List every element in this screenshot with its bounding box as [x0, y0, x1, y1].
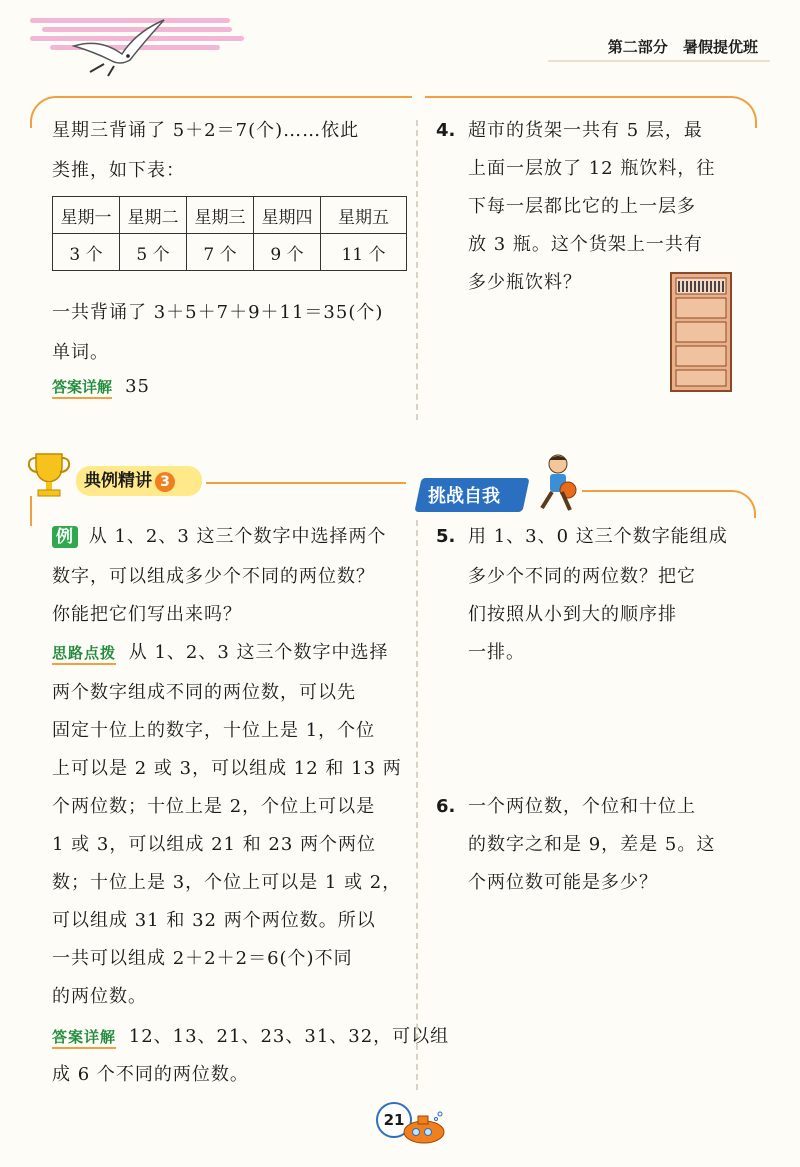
table-header-cell: 星期四 — [254, 197, 321, 234]
table-cell: 11 个 — [321, 234, 407, 271]
header-part: 第二部分 — [607, 38, 668, 56]
example-line-1 — [52, 526, 387, 548]
answer-line: 成 6 个不同的两位数。 — [52, 1064, 249, 1085]
section-rule-right — [582, 490, 756, 518]
section-title — [76, 466, 202, 496]
hint-line: 一共可以组成 2＋2＋2＝6(个)不同 — [52, 948, 353, 969]
answer-text: 12、13、21、23、31、32，可以组 — [128, 1026, 450, 1047]
challenge-title: 挑战自我 — [428, 486, 500, 507]
column-divider-bottom — [416, 520, 418, 1090]
section-number: 3 — [155, 472, 175, 492]
table-cell: 7 个 — [187, 234, 254, 271]
question-4-number: 4. — [436, 120, 456, 141]
question-4-line: 超市的货架一共有 5 层，最 — [468, 120, 703, 141]
hint-line: 数；十位上是 3，个位上可以是 1 或 2， — [52, 872, 402, 893]
example-text: 从 1、2、3 这三个数字中选择两个 — [88, 526, 387, 547]
hint-line-1 — [52, 642, 389, 664]
answer-row-1 — [52, 376, 150, 398]
table-cell: 3 个 — [53, 234, 120, 271]
hint-line: 的两位数。 — [52, 986, 147, 1007]
question-4-line: 多少瓶饮料？ — [468, 272, 582, 293]
intro-line-2: 类推，如下表： — [52, 160, 185, 181]
runner-boy-icon — [528, 452, 584, 514]
question-4-line: 下每一层都比它的上一层多 — [468, 196, 696, 217]
hint-text: 从 1、2、3 这三个数字中选择 — [128, 642, 389, 663]
header-course: 暑假提优班 — [682, 38, 758, 56]
answer-value: 35 — [125, 376, 151, 397]
weekday-table — [52, 196, 407, 271]
question-4-line: 放 3 瓶。这个货架上一共有 — [468, 234, 703, 255]
question-6-line: 个两位数可能是多少？ — [468, 872, 658, 893]
answer-tag: 答案详解 — [52, 378, 112, 399]
hint-line: 固定十位上的数字，十位上是 1，个位 — [52, 720, 376, 741]
question-6-number: 6. — [436, 796, 456, 817]
hint-line: 上可以是 2 或 3，可以组成 12 和 13 两 — [52, 758, 402, 779]
table-header-cell: 星期五 — [321, 197, 407, 234]
table-cell: 5 个 — [120, 234, 187, 271]
table-header-cell: 星期一 — [53, 197, 120, 234]
sum-line-1: 一共背诵了 3＋5＋7＋9＋11＝35(个) — [52, 302, 384, 323]
answer-tag: 答案详解 — [52, 1028, 116, 1049]
question-5-line: 用 1、3、0 这三个数字能组成 — [468, 526, 728, 547]
column-divider-top — [416, 120, 418, 420]
submarine-icon — [398, 1110, 446, 1146]
intro-line-1: 星期三背诵了 5＋2＝7(个)……依此 — [52, 120, 360, 141]
hint-tag: 思路点拨 — [52, 644, 116, 665]
question-5-line: 们按照从小到大的顺序排 — [468, 604, 677, 625]
question-4-line: 上面一层放了 12 瓶饮料，往 — [468, 158, 716, 179]
hint-line: 两个数字组成不同的两位数，可以先 — [52, 682, 356, 703]
section-title-text: 典例精讲 — [84, 471, 152, 491]
page-header — [598, 36, 758, 57]
header-rule — [548, 60, 770, 62]
question-5-line: 一排。 — [468, 642, 525, 663]
table-row — [53, 197, 407, 234]
seagull-icon — [70, 16, 170, 80]
example-line: 你能把它们写出来吗？ — [52, 604, 242, 625]
shelf-icon — [670, 272, 732, 392]
example-badge: 例 — [52, 526, 78, 548]
trophy-icon — [26, 450, 72, 500]
hint-line: 1 或 3，可以组成 21 和 23 两个两位 — [52, 834, 377, 855]
question-5-line: 多少个不同的两位数？把它 — [468, 566, 696, 587]
hint-line: 个两位数；十位上是 2，个位上可以是 — [52, 796, 376, 817]
question-6-line: 一个两位数，个位和十位上 — [468, 796, 696, 817]
example-line: 数字，可以组成多少个不同的两位数？ — [52, 566, 375, 587]
table-row — [53, 234, 407, 271]
question-6-line: 的数字之和是 9，差是 5。这 — [468, 834, 716, 855]
answer-row-2 — [52, 1026, 449, 1048]
table-header-cell: 星期三 — [187, 197, 254, 234]
section-rule-left — [206, 482, 406, 484]
table-cell: 9 个 — [254, 234, 321, 271]
table-header-cell: 星期二 — [120, 197, 187, 234]
sum-line-2: 单词。 — [52, 342, 109, 363]
question-5-number: 5. — [436, 526, 456, 547]
hint-line: 可以组成 31 和 32 两个两位数。所以 — [52, 910, 376, 931]
section-rule-left-vertical — [30, 496, 62, 526]
page-number: 21 — [376, 1102, 412, 1138]
